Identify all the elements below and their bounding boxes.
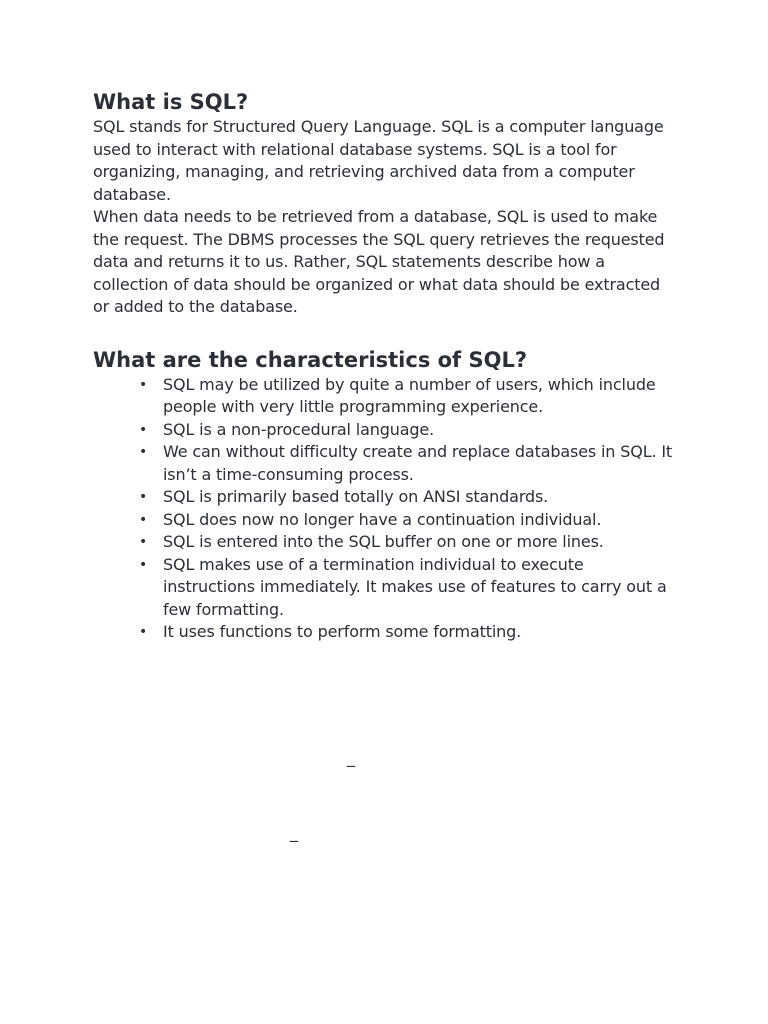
paragraph-sql-definition: SQL stands for Structured Query Language. SQL is a computer language used to interact with relational database systems. SQL is a tool for organizing, managing, and retrieving archived data from a computer database. xyxy=(93,117,664,204)
list-item: • SQL makes use of a termination individual to execute instructions immediately. It makes use of features to carry out a few formatting. xyxy=(163,554,678,622)
underscore-mark: _ xyxy=(347,748,355,767)
list-item: • SQL does now no longer have a continuation individual. xyxy=(163,509,678,532)
paragraph-sql-usage: When data needs to be retrieved from a database, SQL is used to make the request. The DBMS processes the SQL query retrieves the requested data and returns it to us. Rather, SQL statements describe how a collection of data should be organized or what data should be extracted or added to the database. xyxy=(93,207,665,316)
list-item: • SQL is entered into the SQL buffer on one or more lines. xyxy=(163,531,678,554)
heading-what-is-sql: What is SQL? xyxy=(93,90,249,114)
section-what-is-sql xyxy=(93,88,678,319)
underscore-mark: _ xyxy=(290,823,298,842)
list-item: • SQL is a non-procedural language. xyxy=(163,419,678,442)
list-item: • SQL is primarily based totally on ANSI standards. xyxy=(163,486,678,509)
section-sql-characteristics xyxy=(93,346,678,644)
heading-sql-characteristics: What are the characteristics of SQL? xyxy=(93,347,528,372)
list-item: • It uses functions to perform some formatting. xyxy=(163,621,678,644)
list-item: • We can without difficulty create and replace databases in SQL. It isn’t a time-consuming process. xyxy=(163,441,678,486)
characteristics-list xyxy=(93,374,678,644)
document-page xyxy=(93,88,678,644)
list-item: • SQL may be utilized by quite a number of users, which include people with very little programming experience. xyxy=(163,374,678,419)
